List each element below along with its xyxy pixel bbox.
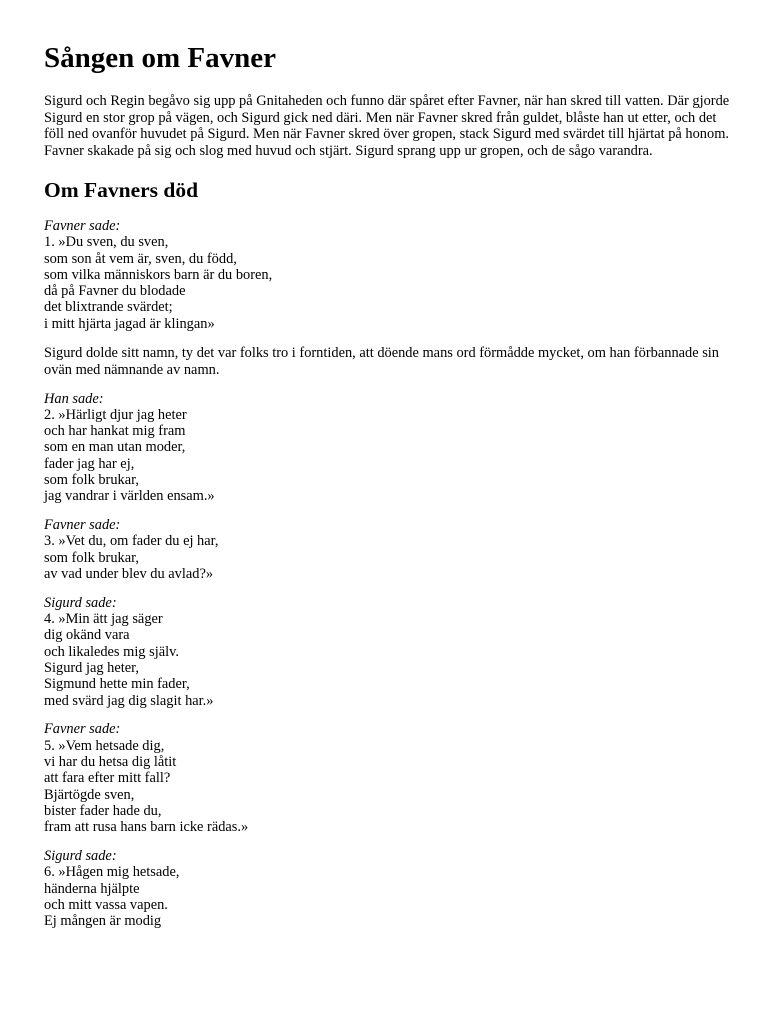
stanza-3 — [44, 517, 734, 582]
verse-line: 3. »Vet du, om fader du ej har, — [44, 533, 219, 550]
verse-line: då på Favner du blodade — [44, 283, 186, 300]
verse-line: i mitt hjärta jagad är klingan» — [44, 315, 215, 332]
stanza-4 — [44, 595, 734, 709]
speaker-label: Sigurd sade: — [44, 594, 117, 611]
verse-line: 5. »Vem hetsade dig, — [44, 737, 165, 754]
verse-line: och har hankat mig fram — [44, 423, 186, 440]
verse-line: med svärd jag dig slagit har.» — [44, 692, 214, 709]
verse-line: och likaledes mig själv. — [44, 643, 179, 660]
document-page — [44, 0, 734, 929]
stanza-5 — [44, 721, 734, 835]
verse-line: händerna hjälpte — [44, 880, 140, 897]
stanza-1 — [44, 218, 734, 332]
verse-line: Bjärtögde sven, — [44, 786, 135, 803]
verse-line: av vad under blev du avlad?» — [44, 566, 214, 583]
verse-line: Ej mången är modig — [44, 913, 162, 930]
verse-line: det blixtrande svärdet; — [44, 299, 173, 316]
verse-line: dig okänd vara — [44, 627, 130, 644]
verse-line: bister fader hade du, — [44, 802, 162, 819]
verse-line: som folk brukar, — [44, 472, 139, 489]
verse-line: 2. »Härligt djur jag heter — [44, 406, 187, 423]
verse-line: som vilka människors barn är du boren, — [44, 266, 273, 283]
stanza-2 — [44, 391, 734, 505]
verse-line: fram att rusa hans barn icke rädas.» — [44, 819, 249, 836]
verse-line: Sigurd jag heter, — [44, 660, 139, 677]
verse-line: som folk brukar, — [44, 549, 139, 566]
page-title: Sången om Favner — [44, 42, 276, 74]
speaker-label: Favner sade: — [44, 218, 121, 234]
speaker-label: Favner sade: — [44, 517, 121, 534]
verse-line: Sigmund hette min fader, — [44, 676, 190, 693]
verse-line: vi har du hetsa dig låtit — [44, 754, 177, 771]
verse-line: som son åt vem är, sven, du född, — [44, 250, 237, 267]
intro-paragraph: Sigurd och Regin begåvo sig upp på Gnitaheden och funno där spåret efter Favner, när han skred till vatten. Där gjorde Sigurd en stor grop på vägen, och Sigurd gick ned däri. Men när Favner skred från guldet, blåste han ut etter, och det föll ned ovanför huvudet på Sigurd. Men när Favner skred över gropen, stack Sigurd med svärdet till hjärtat på honom. Favner skakade på sig och slog med huvud och stjärt. Sigurd sprang upp ur gropen, och de sågo varandra. — [44, 93, 730, 159]
speaker-label: Favner sade: — [44, 721, 121, 738]
verse-line: och mitt vassa vapen. — [44, 896, 168, 913]
speaker-label: Sigurd sade: — [44, 848, 117, 864]
section-title: Om Favners död — [44, 178, 199, 202]
stanza-6 — [44, 848, 734, 929]
verse-line: 4. »Min ätt jag säger — [44, 611, 163, 628]
verse-line: fader jag har ej, — [44, 455, 135, 472]
verse-line: 1. »Du sven, du sven, — [44, 234, 169, 251]
verse-line: jag vandrar i världen ensam.» — [44, 488, 215, 505]
verse-line: som en man utan moder, — [44, 439, 186, 456]
prose-paragraph: Sigurd dolde sitt namn, ty det var folks tro i forntiden, att döende mans ord förmådde mycket, om han förbannade sin ovän med nämnande av namn. — [44, 345, 720, 378]
verse-line: att fara efter mitt fall? — [44, 770, 171, 787]
speaker-label: Han sade: — [44, 390, 104, 407]
verse-line: 6. »Hågen mig hetsade, — [44, 864, 180, 881]
